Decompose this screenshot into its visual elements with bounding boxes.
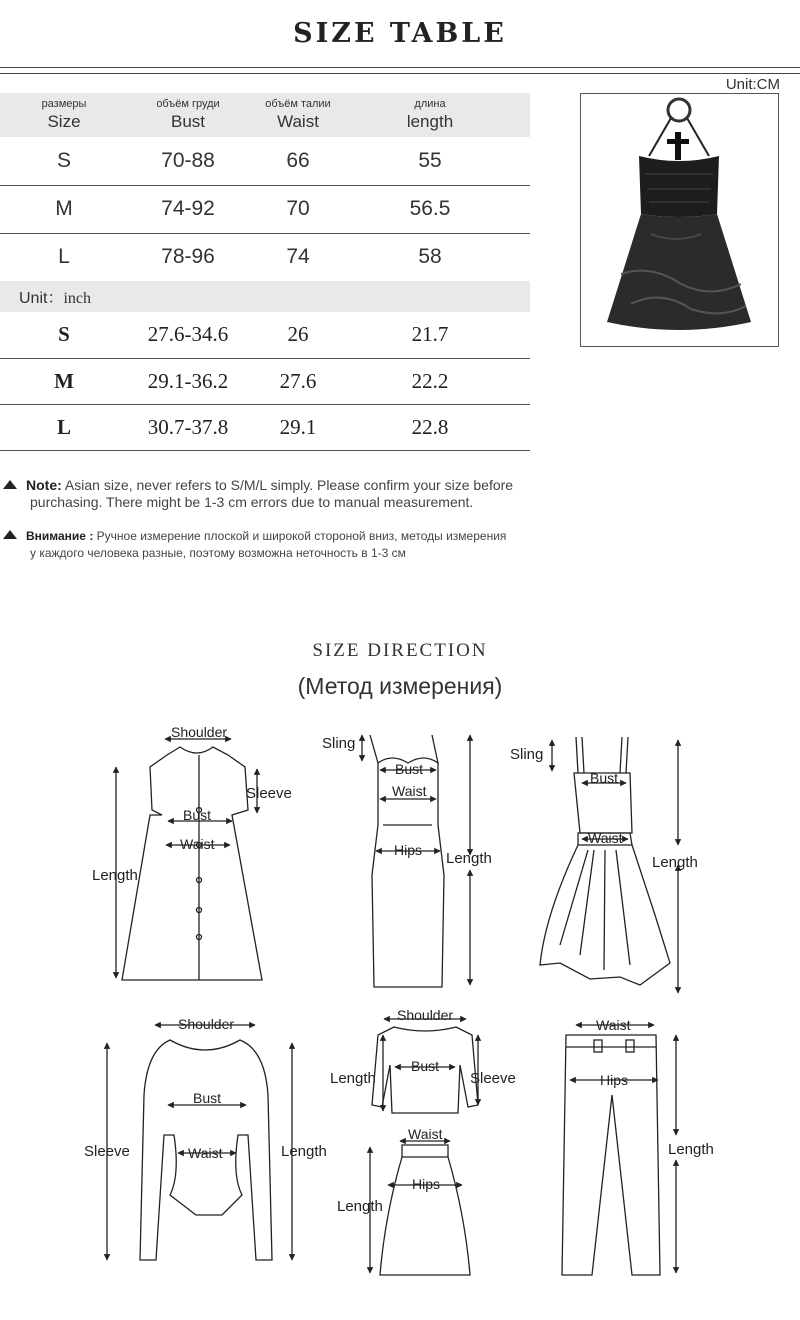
header-size: размеры Size — [41, 97, 87, 131]
label-shoulder: Shoulder — [178, 1016, 235, 1032]
label-bust: Bust — [590, 770, 619, 786]
table-header-row — [0, 93, 530, 137]
size-table — [0, 93, 530, 451]
unit-label: Unit:CM — [725, 76, 780, 93]
label-bust: Bust — [395, 761, 424, 777]
dress-photo-illustration — [581, 94, 778, 346]
header-length: длина length — [406, 97, 454, 131]
label-length: Length — [330, 1070, 376, 1087]
table-row: S 70-88 66 55 — [0, 137, 530, 185]
note-english: Note: Asian size, never refers to S/M/L simply. Please confirm your size before purchasing. There might be 1-3 cm errors due to manual measurement. — [3, 477, 513, 511]
label-length: Length — [668, 1141, 714, 1158]
measurement-diagrams — [0, 715, 800, 1315]
size-direction-title: SIZE DIRECTION — [312, 640, 488, 661]
label-waist: Waist — [188, 1145, 223, 1161]
label-waist: Waist — [596, 1017, 631, 1033]
label-length: Length — [92, 867, 138, 884]
label-sling: Sling — [510, 746, 544, 763]
label-bust: Bust — [411, 1058, 440, 1074]
label-hips: Hips — [412, 1176, 441, 1192]
triangle-icon — [3, 530, 17, 539]
label-bust: Bust — [183, 807, 212, 823]
label-bust: Bust — [193, 1090, 222, 1106]
label-sleeve: Sleeve — [470, 1070, 516, 1087]
divider — [0, 73, 800, 74]
table-row: M 29.1-36.2 27.6 22.2 — [0, 358, 530, 404]
header-waist: объём талии Waist — [265, 97, 331, 131]
product-photo — [580, 93, 779, 347]
table-row: L 78-96 74 58 — [58, 245, 442, 269]
label-length: Length — [337, 1198, 383, 1215]
label-length: Length — [446, 850, 492, 867]
label-length: Length — [652, 854, 698, 871]
table-row: M 74-92 70 56.5 — [0, 185, 530, 233]
page-title: SIZE TABLE — [293, 18, 507, 49]
header-bust: объём груди Bust — [156, 97, 220, 131]
label-waist: Waist — [392, 783, 427, 799]
inch-unit-row: Unit：inch — [0, 281, 530, 312]
size-direction-subtitle: (Метод измерения) — [297, 673, 503, 699]
label-hips: Hips — [600, 1072, 629, 1088]
table-row: S 27.6-34.6 26 21.7 — [0, 312, 530, 358]
skirt-diagram — [370, 1141, 470, 1275]
label-sling: Sling — [322, 735, 356, 752]
label-length: Length — [281, 1143, 327, 1160]
note-russian: Внимание : Ручное измерение плоской и широкой стороной вниз, методы измерения у каждого человека разные, поэтому возможна неточность в 1-3 см — [3, 528, 506, 562]
label-hips: Hips — [394, 842, 423, 858]
table-row: L 30.7-37.8 29.1 22.8 — [0, 404, 530, 450]
shirt-dress-diagram — [116, 739, 262, 980]
label-waist: Waist — [180, 836, 215, 852]
pants-diagram — [562, 1025, 676, 1275]
divider — [0, 67, 800, 68]
label-shoulder: Shoulder — [171, 724, 228, 740]
label-sleeve: Sleeve — [246, 785, 292, 802]
label-shoulder: Shoulder — [397, 1007, 454, 1023]
triangle-icon — [3, 480, 17, 489]
label-waist: Waist — [408, 1126, 443, 1142]
label-waist: Waist — [588, 830, 623, 846]
label-sleeve: Sleeve — [84, 1143, 130, 1160]
bodysuit-diagram — [107, 1025, 292, 1260]
